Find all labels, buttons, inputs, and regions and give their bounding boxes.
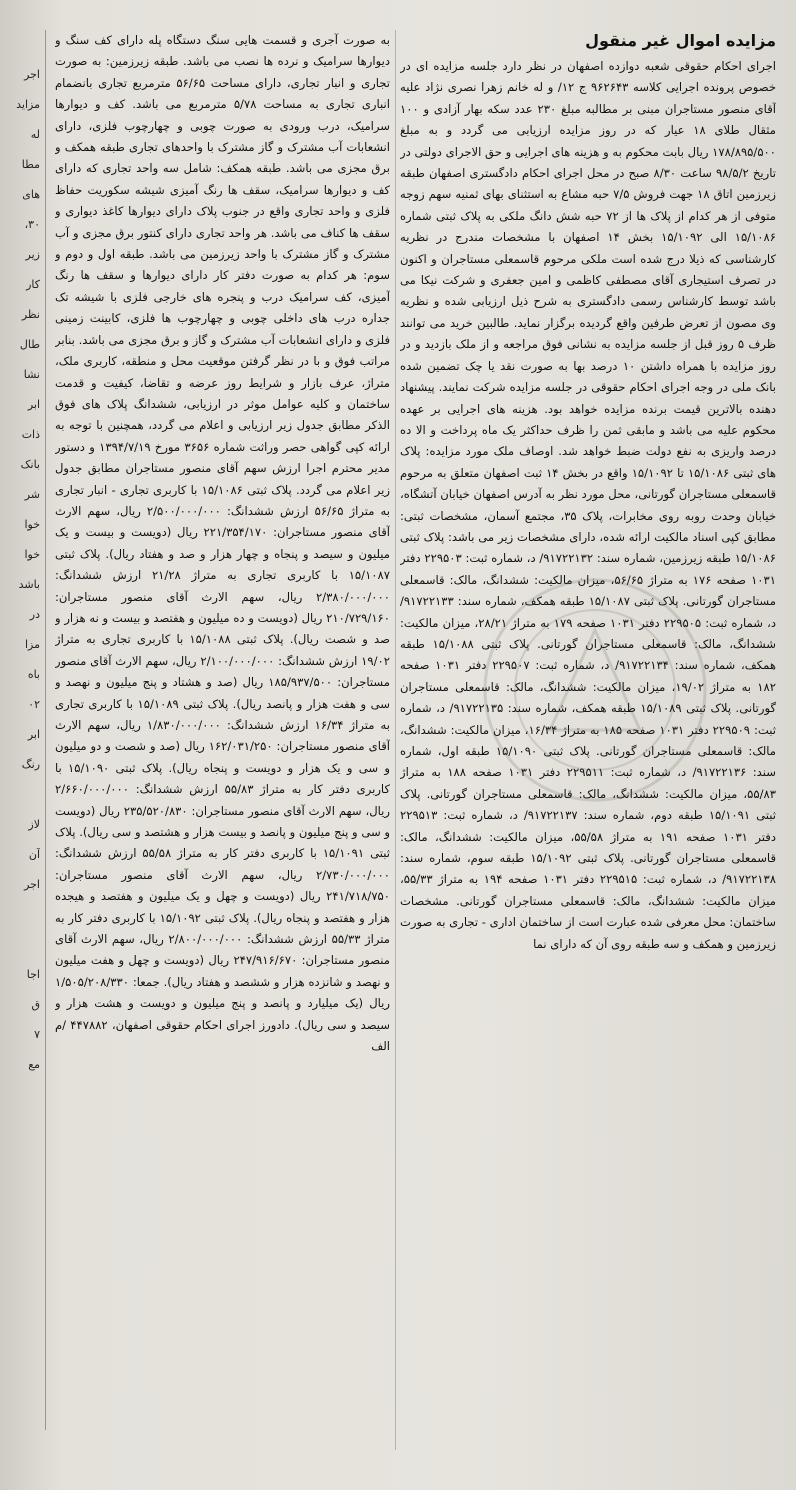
left-fragment <box>0 780 40 810</box>
left-fragment: اجر <box>24 878 40 891</box>
left-fragment: باشد <box>18 578 40 591</box>
left-fragment: خوا <box>24 518 40 531</box>
left-fragment: طال <box>19 338 40 351</box>
left-fragment <box>0 930 40 960</box>
left-fragment: زیر <box>25 248 40 261</box>
left-fragment: ۳۰، <box>24 218 40 231</box>
notice-body-middle: به صورت آجری و قسمت هایی سنگ دستگاه پله دارای کف سنگ و دیوارها سرامیک و نرده ها نصب می باشد. طبقه زیرزمین: به صورت تجاری و انبار تجاری، دارای مساحت ۵۶/۶۵ مترمربع تجاری بانضمام انباری تجاری به مساحت ۵/۷۸ مترمربع می باشد. کف و دیوارها سرامیک، درب ورودی به صورت چوبی و چهارچوب فلزی، دارای انشعابات آب مشترک و گاز مشترک با واحدهای تجاری طبقه همکف و برق مجزی می باشد. طبقه همکف: شامل سه واحد تجاری که دارای کف و دیوارها سرامیک، سقف ها رنگ آمیزی شیشه سکوریت حفاظ فلزی و واحد تجاری واقع در جنوب پلاک دارای دیوارها کاغذ دیواری و سقف ها کناف می باشد. هر واحد تجاری دارای کنتور برق مجزی و آب مشترک و گاز مشترک با واحد زیرزمین می باشد. طبقه اول و دوم و سوم: هر کدام به صورت دفتر کار دارای دیوارها و سقف ها رنگ آمیزی، کف سرامیک درب و پنجره های خارجی فلزی با شیشه تک جداره درب های داخلی چوبی و چهارچوب ها فلزی، کابینت زمینی فلزی و دارای انشعابات آب مشترک و گاز و برق مجزی می باشد. بنابر مراتب فوق و با در نظر گرفتن موقعیت محل و منطقه، کاربری ملک، متراژ، عرف بازار و شرایط روز عرضه و تقاضا، کیفیت و قدمت ساختمان و کلیه عوامل موثر در ارزیابی، ششدانگ پلاک های فوق الذکر مطابق جدول زیر ارزیابی و اعلام می گردد، همچنین با توجه به ارائه کپی گواهی حصر وراثت شماره ۳۶۵۶ مورخ ۱۳۹۴/۷/۱۹ و دستور مدیر محترم اجرا ارزش سهم آقای منصور مستاجران مطابق جدول زیر اعلام می گردد. پلاک ثبتی ۱۵/۱۰۸۶ با کاربری تجاری - انبار تجاری به متراژ ۵۶/۶۵ ارزش ششدانگ: ۲/۵۰۰/۰۰۰/۰۰۰ ریال، سهم الارث آقای منصور مستاجران: ۲۲۱/۳۵۴/۱۷۰ ریال (دویست و بیست و یک میلیون و سیصد و پنجاه و چهار هزار و صد و هفتاد ریال). پلاک ثبتی ۱۵/۱۰۸۷ با کاربری تجاری به متراژ ۲۱/۲۸ ارزش ششدانگ: ۲/۳۸۰/۰۰۰/۰۰۰ ریال، سهم الارث آقای منصور مستاجران: ۲۱۰/۷۲۹/۱۶۰ ریال (دویست و ده میلیون و هفتصد و بیست و نه هزار و صد و شصت ریال). پلاک ثبتی ۱۵/۱۰۸۸ با کاربری تجاری به متراژ ۱۹/۰۲ ارزش ششدانگ: ۲/۱۰۰/۰۰۰/۰۰۰ ریال، سهم الارث آقای منصور مستاجران: ۱۸۵/۹۳۷/۵۰۰ ریال (صد و هشتاد و پنج میلیون و نهصد و سی و هفت هزار و پانصد ریال). پلاک ثبتی ۱۵/۱۰۸۹ با کاربری تجاری به متراژ ۱۶/۳۴ ارزش ششدانگ: ۱/۸۳۰/۰۰۰/۰۰۰ ریال، سهم الارث آقای منصور مستاجران: ۱۶۲/۰۳۱/۲۵۰ ریال (صد و شصت و دو میلیون و سی و یک هزار و دویست و پنجاه ریال). پلاک ثبتی ۱۵/۱۰۹۰ با کاربری دفتر کار به متراژ ۵۵/۸۳ ارزش ششدانگ: ۲/۶۶۰/۰۰۰/۰۰۰ ریال، سهم الارث آقای منصور مستاجران: ۲۳۵/۵۲۰/۸۳۰ ریال (دویست و سی و پنج میلیون و پانصد و بیست هزار و هشتصد و سی ریال). پلاک ثبتی ۱۵/۱۰۹۱ با کاربری دفتر کار به متراژ ۵۵/۵۸ ارزش ششدانگ: ۲/۷۳۰/۰۰۰/۰۰۰ ریال، سهم الارث آقای منصور مستاجران: ۲۴۱/۷۱۸/۷۵۰ ریال (دویست و چهل و یک میلیون و هفتصد و هیجده هزار و هفتصد و پنجاه ریال). پلاک ثبتی ۱۵/۱۰۹۲ با کاربری دفتر کار به متراژ ۵۵/۳۳ ارزش ششدانگ: ۲/۸۰۰/۰۰۰/۰۰۰ ریال، سهم الارث آقای منصور مستاجران: ۲۴۷/۹۱۶/۶۷۰ ریال (دویست و چهل و هفت میلیون و نهصد و شانزده هزار و ششصد و هفتاد ریال). جمعا: ۱/۵۰۵/۲۰۸/۳۳۰ ریال (یک میلیارد و پانصد و پنج میلیون و دویست و هشت هزار و سیصد و سی ریال). دادورز اجرای احکام حقوقی اصفهان، ۴۴۷۸۸۲ /م الف <box>55 33 390 1054</box>
left-fragment: اجر <box>24 68 40 81</box>
left-fragment: کار <box>26 278 40 291</box>
left-fragment: مزا <box>24 638 40 651</box>
left-fragment: نشا <box>23 368 40 381</box>
left-column-fragments <box>0 60 40 1260</box>
left-fragment: ابر <box>27 728 40 741</box>
left-fragment: ذات <box>21 428 40 441</box>
left-fragment: در <box>29 608 40 621</box>
left-fragment: ابر <box>27 398 40 411</box>
column-divider <box>45 30 46 1430</box>
left-fragment: ق <box>31 998 40 1011</box>
left-fragment: مطا <box>21 158 40 171</box>
left-fragment: های <box>22 188 40 201</box>
left-fragment: باه <box>27 668 40 681</box>
left-fragment: رنگ <box>21 758 40 771</box>
left-fragment: خوا <box>24 548 40 561</box>
left-fragment: مزاید <box>16 98 40 111</box>
left-fragment: آن <box>28 848 40 861</box>
notice-right-column <box>400 30 776 1470</box>
left-fragment: له <box>30 128 40 141</box>
column-divider <box>395 30 396 1450</box>
left-fragment: مع <box>28 1058 40 1071</box>
notice-body-right: اجرای احکام حقوقی شعبه دوازده اصفهان در نظر دارد جلسه مزایده ای در خصوص پرونده اجرایی کلاسه ۹۶۲۶۴۳ ج ۱۲/ و له خانم زهرا نصری نژاد علیه آقای منصور مستاجران مبنی بر مطالبه مبلغ ۲۳۰ عدد سکه بهار آزادی و ۱۰۰ مثقال طلای ۱۸ عیار که در روز مزایده ارزیابی می گردد و به مبلغ ۱۷۸/۸۹۵/۵۰۰ ریال بابت محکوم به و هزینه های اجرایی و حق الاجرای دولتی در تاریخ ۹۸/۵/۲ ساعت ۸/۳۰ صبح در محل اجرای احکام دادگستری اصفهان طبقه زیرزمین اتاق ۱۸ جهت فروش ۷/۵ حبه مشاع به استثنای بهای ثمنیه سهم زوجه متوفی از هر کدام از پلاک ها از ۷۲ حبه شش دانگ ملکی به پلاک ثبتی شماره ۱۵/۱۰۸۶ الی ۱۵/۱۰۹۲ بخش ۱۴ اصفهان با مشخصات مندرج در نظریه کارشناسی که ذیلا درج شده است ملکی مرحوم قاسمعلی مستاجران و اکنون در تصرف استیجاری آقای مصطفی کاظمی و امین جعفری و شرکت نیکا می باشد توسط کارشناس رسمی دادگستری به شرح ذیل ارزیابی شده و نظریه وی مصون از تعرض طرفین واقع گردیده برگزار نماید. طالبین خرید می توانند ظرف ۵ روز قبل از جلسه مزایده به نشانی فوق مراجعه و از ملک بازدید و در روز مزایده با همراه داشتن ۱۰ درصد بها به صورت نقد یا چک تضمین شده بانک ملی در وجه اجرای احکام حقوقی در جلسه مزایده شرکت نمایند. پیشنهاد دهنده بالاترین قیمت برنده مزایده خواهد بود. هزینه های اجرایی بر عهده محکوم علیه می باشد و مابقی ثمن را ظرف حداکثر یک ماه پرداخت و الا ده درصد واریزی به نفع دولت ضبط خواهد شد. اوصاف ملک مورد مزایده: پلاک های ثبتی ۱۵/۱۰۸۶ تا ۱۵/۱۰۹۲ واقع در بخش ۱۴ ثبت اصفهان متعلق به مرحوم قاسمعلی مستاجران گورتانی، محل مورد نظر به آدرس اصفهان خیابان آتشگاه، خیابان وحدت روبه روی مخابرات، پلاک ۳۵، مجتمع آسمان، مشخصات ثبتی: مطابق کپی اسناد مالکیت ارائه شده، دارای مشخصات زیر می باشد: پلاک ثبتی ۱۵/۱۰۸۶ طبقه زیرزمین، شماره سند: ۹۱۷۲۲۱۳۲/ د، شماره ثبت: ۲۲۹۵۰۳ دفتر ۱۰۳۱ صفحه ۱۷۶ به متراژ ۵۶/۶۵، میزان مالکیت: ششدانگ، مالک: قاسمعلی مستاجران گورتانی. پلاک ثبتی ۱۵/۱۰۸۷ طبقه همکف، شماره سند: ۹۱۷۲۲۱۳۳/ د، شماره ثبت: ۲۲۹۵۰۵ دفتر ۱۰۳۱ صفحه ۱۷۹ به متراژ ۲۸/۲۱، میزان مالکیت: ششدانگ، مالک: قاسمعلی مستاجران گورتانی. پلاک ثبتی ۱۵/۱۰۸۸ طبقه همکف، شماره سند: ۹۱۷۲۲۱۳۴/ د، شماره ثبت: ۲۲۹۵۰۷ دفتر ۱۰۳۱ صفحه ۱۸۲ به متراژ ۱۹/۰۲، میزان مالکیت: ششدانگ، مالک: قاسمعلی مستاجران گورتانی. پلاک ثبتی ۱۵/۱۰۸۹ طبقه همکف، شماره سند: ۹۱۷۲۲۱۳۵/ د، شماره ثبت: ۲۲۹۵۰۹ دفتر ۱۰۳۱ صفحه ۱۸۵ به متراژ ۱۶/۳۴، میزان مالکیت: ششدانگ، مالک: قاسمعلی مستاجران گورتانی. پلاک ثبتی ۱۵/۱۰۹۰ طبقه اول، شماره سند: ۹۱۷۲۲۱۳۶/ د، شماره ثبت: ۲۲۹۵۱۱ دفتر ۱۰۳۱ صفحه ۱۸۸ به متراژ ۵۵/۸۳، میزان مالکیت: ششدانگ، مالک: قاسمعلی مستاجران گورتانی. پلاک ثبتی ۱۵/۱۰۹۱ طبقه دوم، شماره سند: ۹۱۷۲۲۱۳۷/ د، شماره ثبت: ۲۲۹۵۱۳ دفتر ۱۰۳۱ صفحه ۱۹۱ به متراژ ۵۵/۵۸، میزان مالکیت: ششدانگ، مالک: قاسمعلی مستاجران گورتانی. پلاک ثبتی ۱۵/۱۰۹۲ طبقه سوم، شماره سند: ۹۱۷۲۲۱۳۸/ د، شماره ثبت: ۲۲۹۵۱۵ دفتر ۱۰۳۱ صفحه ۱۹۴ به متراژ ۵۵/۳۳، میزان مالکیت: ششدانگ، مالک: قاسمعلی مستاجران گورتانی. مشخصات ساختمان: محل معرفی شده عبارت است از ساختمان اداری - تجاری به صورت زیرزمین و همکف و سه طبقه روی آن که دارای نما <box>400 59 776 951</box>
left-fragment: بانک <box>20 458 40 471</box>
left-fragment: نظر <box>21 308 40 321</box>
left-fragment: ۰۲ <box>28 698 40 711</box>
left-fragment <box>0 900 40 930</box>
left-fragment: لاز <box>28 818 40 831</box>
left-fragment: ۷ <box>34 1028 40 1041</box>
left-fragment: اجا <box>26 968 40 981</box>
left-fragment: شر <box>24 488 40 501</box>
notice-title: مزایده اموال غیر منقول <box>585 31 776 50</box>
notice-middle-column <box>55 30 390 1430</box>
